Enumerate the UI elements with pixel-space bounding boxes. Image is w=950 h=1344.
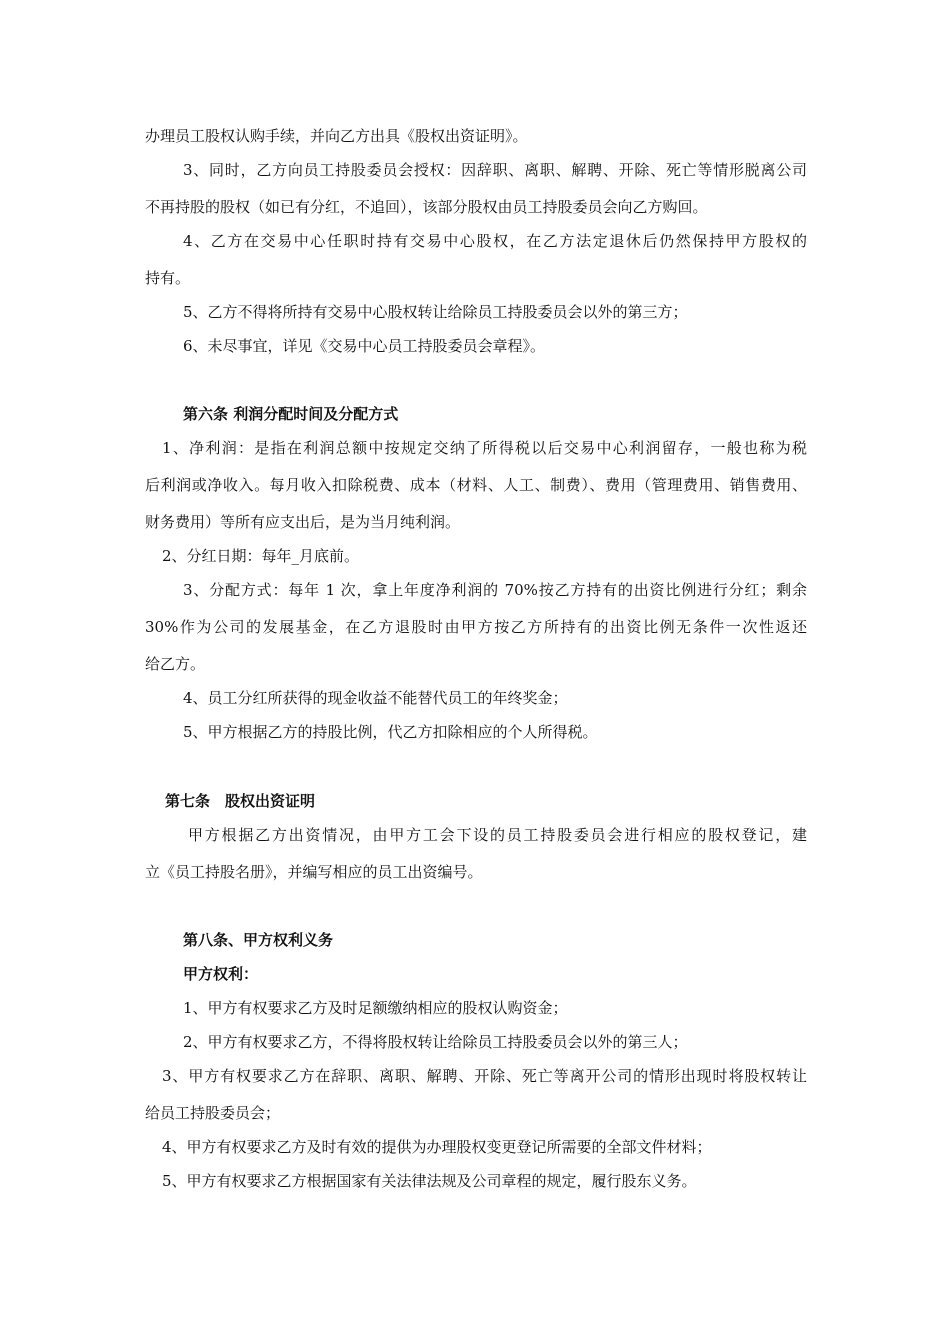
section-heading: 第七条 股权出资证明 — [165, 792, 316, 810]
list-item: 1、净利润：是指在利润总额中按规定交纳了所得税以后交易中心利润留存，一般也称为税 — [162, 439, 807, 457]
paragraph-line: 甲方根据乙方出资情况，由甲方工会下设的员工持股委员会进行相应的股权登记，建 — [188, 826, 807, 844]
list-item: 1、甲方有权要求乙方及时足额缴纳相应的股权认购资金； — [183, 999, 568, 1017]
paragraph-line: 给乙方。 — [145, 655, 206, 673]
list-item: 5、甲方有权要求乙方根据国家有关法律法规及公司章程的规定，履行股东义务。 — [162, 1172, 697, 1190]
list-item: 6、未尽事宜，详见《交易中心员工持股委员会章程》。 — [183, 337, 546, 355]
list-item: 4、员工分红所获得的现金收益不能替代员工的年终奖金； — [183, 689, 568, 707]
list-item: 5、乙方不得将所持有交易中心股权转让给除员工持股委员会以外的第三方； — [183, 303, 688, 321]
paragraph-line: 不再持股的股权（如已有分红，不追回），该部分股权由员工持股委员会向乙方购回。 — [145, 198, 708, 216]
list-item: 4、乙方在交易中心任职时持有交易中心股权，在乙方法定退休后仍然保持甲方股权的 — [183, 232, 807, 250]
list-item: 3、分配方式：每年 1 次，拿上年度净利润的 70%按乙方持有的出资比例进行分红；剩余 — [183, 581, 807, 599]
paragraph-line: 办理员工股权认购手续，并向乙方出具《股权出资证明》。 — [145, 127, 528, 145]
paragraph-line: 给员工持股委员会； — [145, 1104, 281, 1122]
paragraph-line: 财务费用）等所有应支出后，是为当月纯利润。 — [145, 513, 461, 531]
section-heading: 第六条 利润分配时间及分配方式 — [183, 405, 399, 423]
list-item: 4、甲方有权要求乙方及时有效的提供为办理股权变更登记所需要的全部文件材料； — [162, 1138, 712, 1156]
paragraph-line: 立《员工持股名册》，并编写相应的员工出资编号。 — [145, 863, 483, 881]
paragraph-line: 30%作为公司的发展基金，在乙方退股时由甲方按乙方所持有的出资比例无条件一次性返还 — [145, 618, 807, 636]
list-item: 3、甲方有权要求乙方在辞职、离职、解聘、开除、死亡等离开公司的情形出现时将股权转让 — [162, 1067, 807, 1085]
paragraph-line: 后利润或净收入。每月收入扣除税费、成本（材料、人工、制费）、费用（管理费用、销售费用、 — [145, 476, 807, 494]
list-item: 3、同时，乙方向员工持股委员会授权：因辞职、离职、解聘、开除、死亡等情形脱离公司 — [183, 161, 807, 179]
section-heading: 第八条、甲方权利义务 — [183, 931, 334, 949]
list-item: 5、甲方根据乙方的持股比例，代乙方扣除相应的个人所得税。 — [183, 723, 598, 741]
list-item: 2、分红日期：每年_月底前。 — [162, 547, 360, 565]
paragraph-line: 持有。 — [145, 269, 191, 287]
subsection-heading: 甲方权利： — [183, 965, 259, 983]
list-item: 2、甲方有权要求乙方，不得将股权转让给除员工持股委员会以外的第三人； — [183, 1033, 688, 1051]
